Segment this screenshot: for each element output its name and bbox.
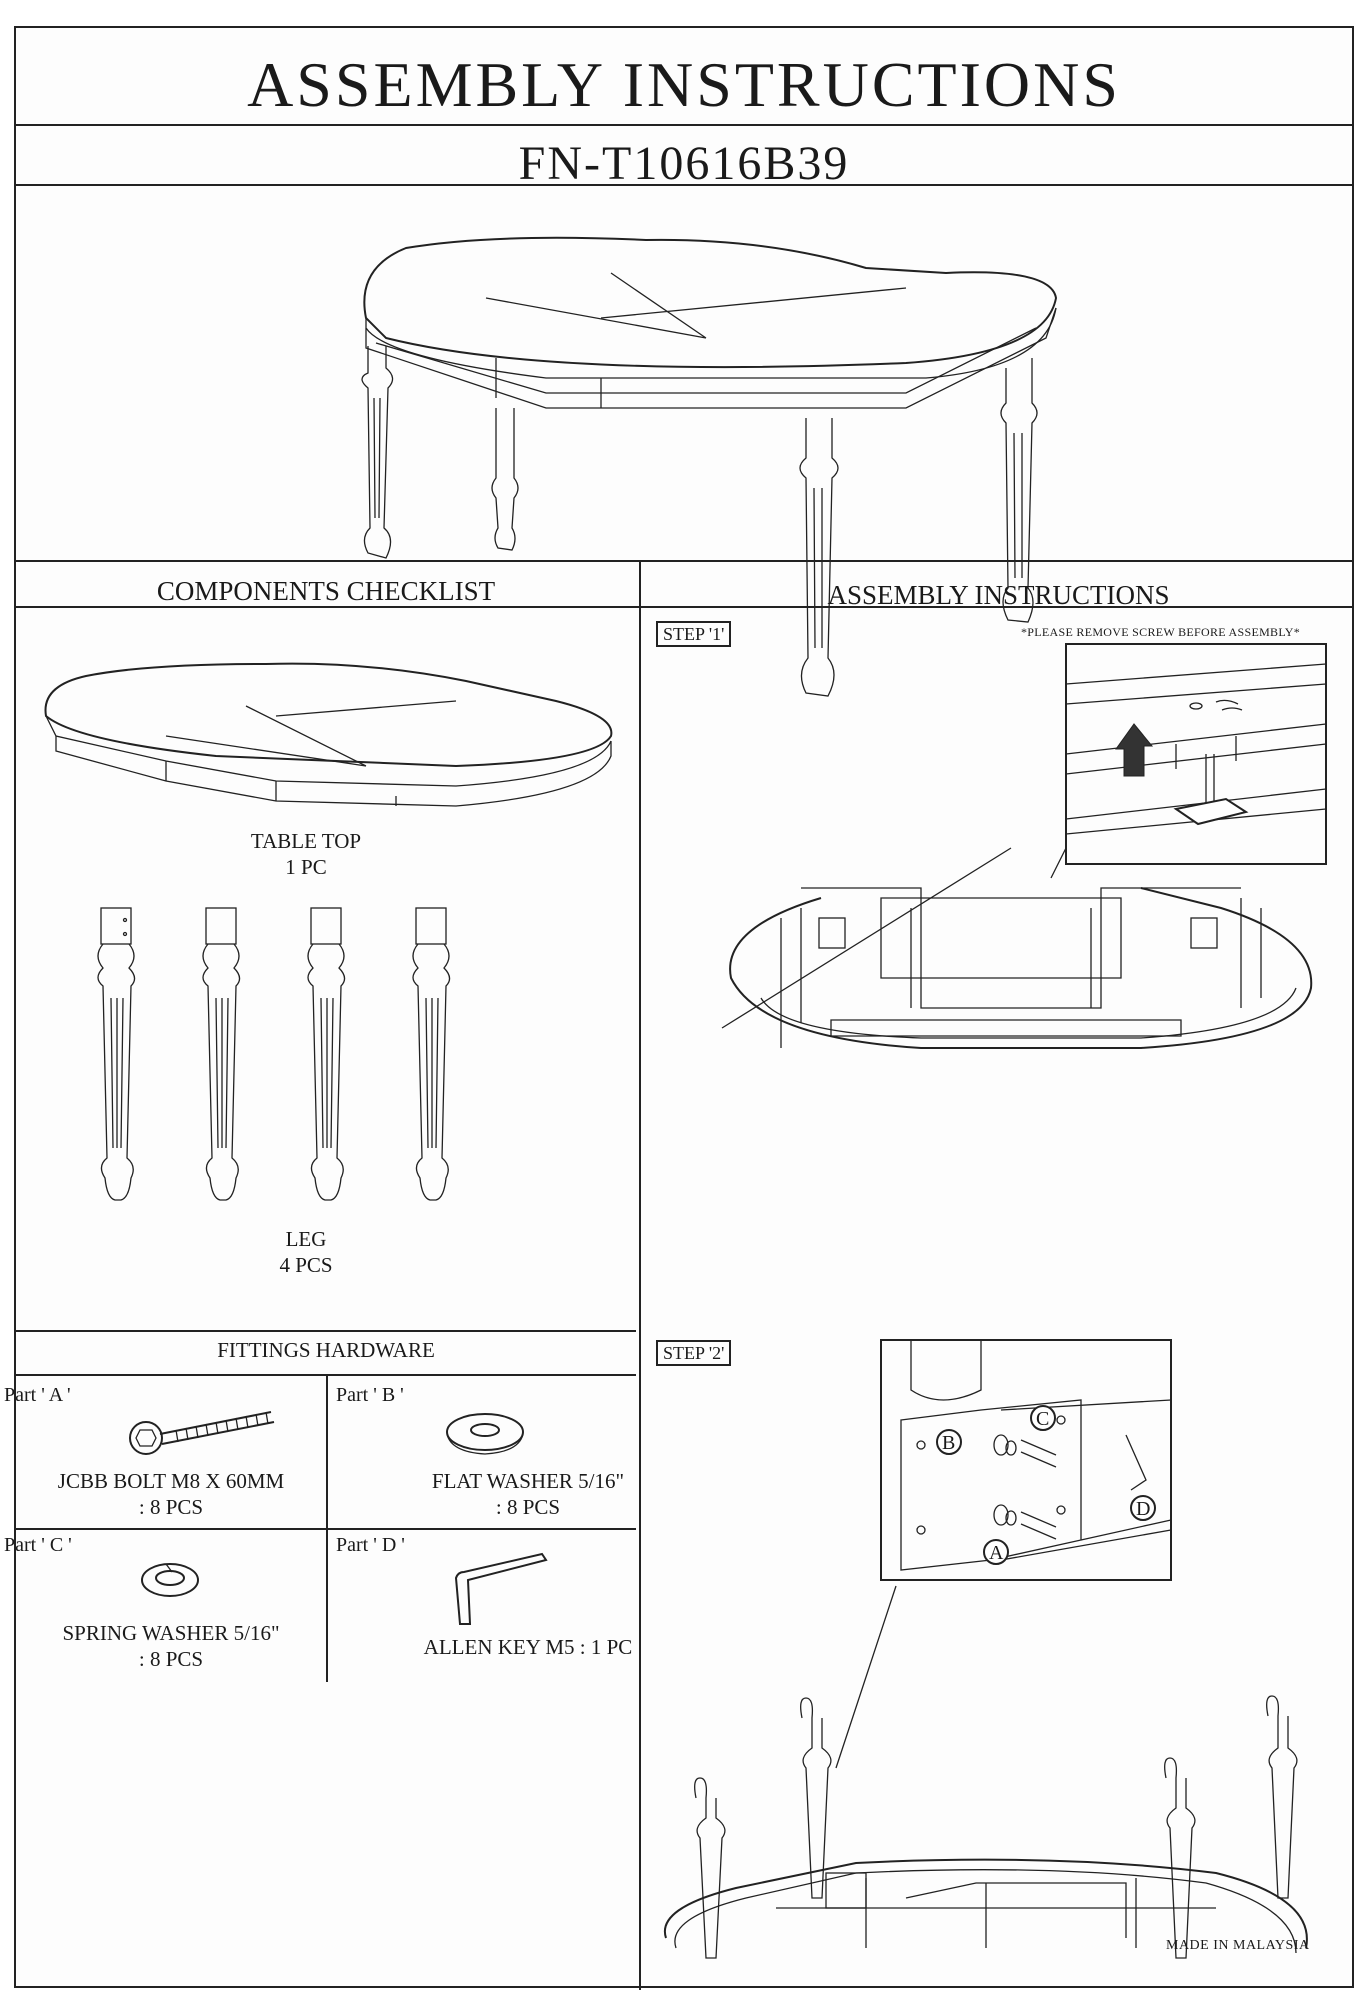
table-top-illustration (36, 656, 636, 826)
step-2-label: STEP '2' (656, 1340, 731, 1366)
leg-label: LEG (285, 1227, 327, 1251)
fittings-hardware-heading: FITTINGS HARDWARE (217, 1338, 435, 1362)
divider (16, 1330, 636, 1332)
part-a-label: Part ' A ' (4, 1384, 71, 1406)
callout-d: D (1136, 1498, 1151, 1520)
part-a-description: JCBB BOLT M8 X 60MM (57, 1469, 285, 1493)
divider (16, 184, 1352, 186)
assembly-instructions-heading: ASSEMBLY INSTRUCTIONS (827, 580, 1170, 610)
part-c-quantity: : 8 PCS (138, 1647, 204, 1671)
part-b-label: Part ' B ' (336, 1384, 404, 1406)
table-top-quantity: 1 PC (285, 855, 327, 879)
callout-c: C (1036, 1408, 1050, 1430)
flat-washer-icon (441, 1408, 531, 1458)
callout-a: A (989, 1542, 1004, 1564)
step-1-detail-illustration (1066, 644, 1326, 864)
page-title: ASSEMBLY INSTRUCTIONS (247, 49, 1121, 120)
spring-washer-icon (136, 1558, 206, 1604)
table-top-label: TABLE TOP (250, 829, 362, 853)
step-1-note: *PLEASE REMOVE SCREW BEFORE ASSEMBLY* (1021, 625, 1301, 639)
divider (16, 124, 1352, 126)
made-in-label: MADE IN MALAYSIA (1166, 1938, 1310, 1953)
leg-quantity: 4 PCS (279, 1253, 333, 1277)
callout-b: B (942, 1432, 956, 1454)
divider (16, 1528, 636, 1530)
divider (16, 606, 1352, 608)
legs-illustration (91, 908, 511, 1218)
step-2-underside-illustration (656, 1478, 1326, 1948)
bolt-icon (126, 1400, 286, 1460)
divider (16, 560, 1352, 562)
part-d-label: Part ' D ' (336, 1534, 405, 1556)
part-d-description: ALLEN KEY M5 : 1 PC (423, 1635, 633, 1659)
model-number: FN-T10616B39 (518, 137, 850, 190)
part-b-quantity: : 8 PCS (495, 1495, 561, 1519)
allen-key-icon (446, 1548, 556, 1628)
assembled-table-illustration (346, 228, 1076, 728)
step-1-label: STEP '1' (656, 621, 731, 647)
instruction-sheet (4, 26, 1354, 1988)
part-a-quantity: : 8 PCS (138, 1495, 204, 1519)
part-c-label: Part ' C ' (4, 1534, 72, 1556)
components-checklist-heading: COMPONENTS CHECKLIST (156, 576, 496, 606)
step-1-underside-illustration (721, 848, 1321, 1068)
column-divider (639, 560, 641, 1990)
part-b-description: FLAT WASHER 5/16" (431, 1469, 625, 1493)
part-c-description: SPRING WASHER 5/16" (62, 1621, 280, 1645)
